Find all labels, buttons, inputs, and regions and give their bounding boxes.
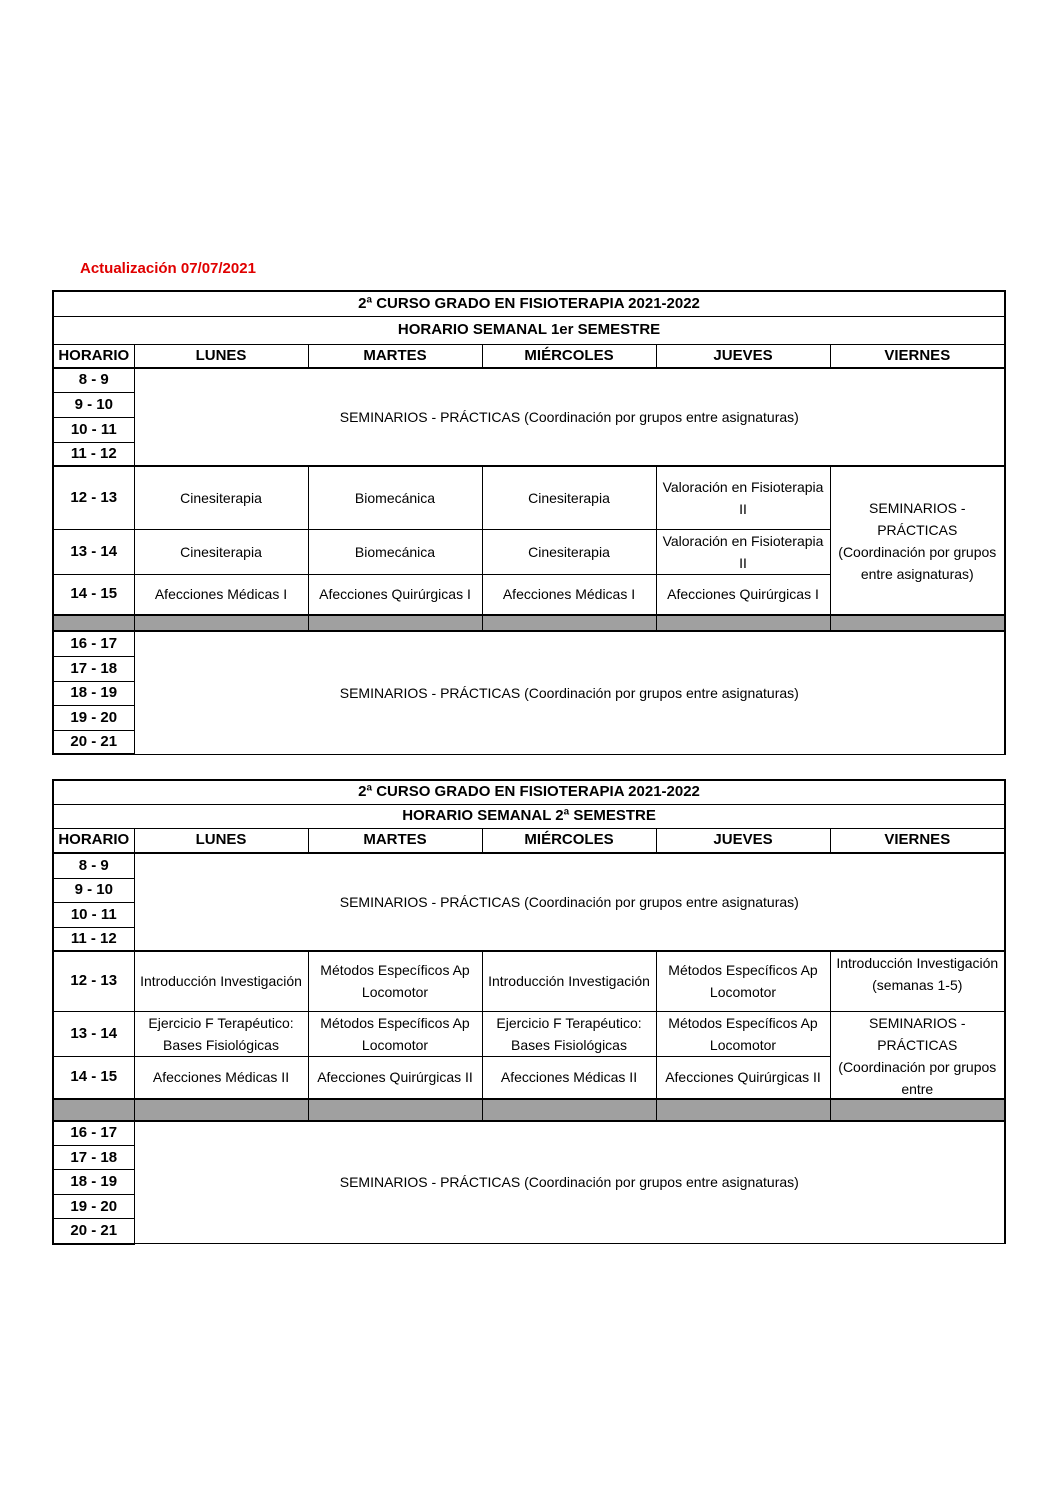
hour-cell: 8 - 9 — [53, 853, 134, 878]
hour-cell: 10 - 11 — [53, 417, 134, 442]
column-header-viernes: VIERNES — [830, 344, 1005, 368]
hour-cell: 16 - 17 — [53, 631, 134, 656]
class-cell: Métodos Específicos Ap Locomotor — [308, 951, 482, 1011]
break-row-cell — [830, 1099, 1005, 1121]
break-row-cell — [53, 615, 134, 631]
table-title: 2ª CURSO GRADO EN FISIOTERAPIA 2021-2022 — [53, 780, 1005, 804]
hour-cell: 11 - 12 — [53, 442, 134, 466]
class-cell: Afecciones Médicas II — [134, 1056, 308, 1098]
hour-cell: 18 - 19 — [53, 1170, 134, 1195]
column-header-miercoles: MIÉRCOLES — [482, 828, 656, 853]
column-header-lunes: LUNES — [134, 344, 308, 368]
class-cell: Introducción Investigación — [482, 951, 656, 1011]
update-note: Actualización 07/07/2021 — [80, 260, 256, 277]
hour-cell: 9 - 10 — [53, 392, 134, 417]
hour-cell: 20 - 21 — [53, 730, 134, 754]
break-row-cell — [482, 1099, 656, 1121]
seminar-block-morning: SEMINARIOS - PRÁCTICAS (Coordinación por grupos entre asignaturas) — [134, 853, 1005, 951]
class-cell: Métodos Específicos Ap Locomotor — [656, 1011, 830, 1056]
hour-cell: 12 - 13 — [53, 466, 134, 529]
table-title: 2ª CURSO GRADO EN FISIOTERAPIA 2021-2022 — [53, 291, 1005, 316]
column-header-martes: MARTES — [308, 344, 482, 368]
hour-cell: 18 - 19 — [53, 681, 134, 705]
class-cell: Afecciones Médicas I — [134, 574, 308, 615]
class-cell: Afecciones Quirúrgicas II — [308, 1056, 482, 1098]
hour-cell: 14 - 15 — [53, 574, 134, 615]
class-cell: Afecciones Quirúrgicas I — [308, 574, 482, 615]
column-header-horario: HORARIO — [53, 828, 134, 853]
class-cell: Cinesiterapia — [482, 529, 656, 574]
class-cell: Valoración en Fisioterapia II — [656, 466, 830, 529]
class-cell: Afecciones Quirúrgicas II — [656, 1056, 830, 1098]
class-cell: Métodos Específicos Ap Locomotor — [656, 951, 830, 1011]
class-cell: Introducción Investigación — [134, 951, 308, 1011]
seminar-block-afternoon: SEMINARIOS - PRÁCTICAS (Coordinación por grupos entre asignaturas) — [134, 1121, 1005, 1244]
column-header-lunes: LUNES — [134, 828, 308, 853]
schedule-table-semester-1 — [52, 290, 1006, 755]
column-header-jueves: JUEVES — [656, 828, 830, 853]
schedule-table-semester-2 — [52, 779, 1006, 1245]
friday-seminar-block — [830, 1011, 1005, 1099]
hour-cell: 19 - 20 — [53, 705, 134, 730]
class-cell: Biomecánica — [308, 529, 482, 574]
hour-cell: 17 - 18 — [53, 1146, 134, 1170]
hour-cell: 13 - 14 — [53, 529, 134, 574]
hour-cell: 11 - 12 — [53, 927, 134, 951]
column-header-jueves: JUEVES — [656, 344, 830, 368]
break-row-cell — [134, 615, 308, 631]
break-row-cell — [656, 1099, 830, 1121]
hour-cell: 13 - 14 — [53, 1011, 134, 1056]
column-header-viernes: VIERNES — [830, 828, 1005, 853]
class-cell: Afecciones Quirúrgicas I — [656, 574, 830, 615]
break-row-cell — [830, 615, 1005, 631]
break-row-cell — [656, 615, 830, 631]
class-cell: Valoración en Fisioterapia II — [656, 529, 830, 574]
hour-cell: 14 - 15 — [53, 1056, 134, 1098]
table-subtitle: HORARIO SEMANAL 1er SEMESTRE — [53, 316, 1005, 344]
break-row-cell — [482, 615, 656, 631]
hour-cell: 10 - 11 — [53, 902, 134, 927]
class-cell: Cinesiterapia — [134, 529, 308, 574]
hour-cell: 9 - 10 — [53, 878, 134, 902]
hour-cell: 8 - 9 — [53, 368, 134, 392]
seminar-block-afternoon: SEMINARIOS - PRÁCTICAS (Coordinación por grupos entre asignaturas) — [134, 631, 1005, 754]
hour-cell: 12 - 13 — [53, 951, 134, 1011]
hour-cell: 19 - 20 — [53, 1195, 134, 1219]
hour-cell: 17 - 18 — [53, 656, 134, 681]
column-header-miercoles: MIÉRCOLES — [482, 344, 656, 368]
hour-cell: 20 - 21 — [53, 1219, 134, 1244]
break-row-cell — [308, 615, 482, 631]
friday-seminar-text: SEMINARIOS - PRÁCTICAS (Coordinación por grupos entre — [838, 1014, 997, 1097]
table-subtitle: HORARIO SEMANAL 2ª SEMESTRE — [53, 804, 1005, 828]
class-cell: Biomecánica — [308, 466, 482, 529]
friday-seminar-block: SEMINARIOS - PRÁCTICAS (Coordinación por grupos entre asignaturas) — [830, 466, 1005, 615]
class-cell: Cinesiterapia — [482, 466, 656, 529]
class-cell: Afecciones Médicas II — [482, 1056, 656, 1098]
seminar-block-morning: SEMINARIOS - PRÁCTICAS (Coordinación por grupos entre asignaturas) — [134, 368, 1005, 466]
break-row-cell — [53, 1099, 134, 1121]
class-cell: Afecciones Médicas I — [482, 574, 656, 615]
friday-class-text: Introducción Investigación (semanas 1-5) — [836, 955, 999, 994]
class-cell: Ejercicio F Terapéutico: Bases Fisiológicas — [482, 1011, 656, 1056]
class-cell: Cinesiterapia — [134, 466, 308, 529]
column-header-martes: MARTES — [308, 828, 482, 853]
break-row-cell — [308, 1099, 482, 1121]
break-row-cell — [134, 1099, 308, 1121]
column-header-horario: HORARIO — [53, 344, 134, 368]
class-cell: Métodos Específicos Ap Locomotor — [308, 1011, 482, 1056]
class-cell — [830, 951, 1005, 1011]
class-cell: Ejercicio F Terapéutico: Bases Fisiológicas — [134, 1011, 308, 1056]
hour-cell: 16 - 17 — [53, 1121, 134, 1146]
